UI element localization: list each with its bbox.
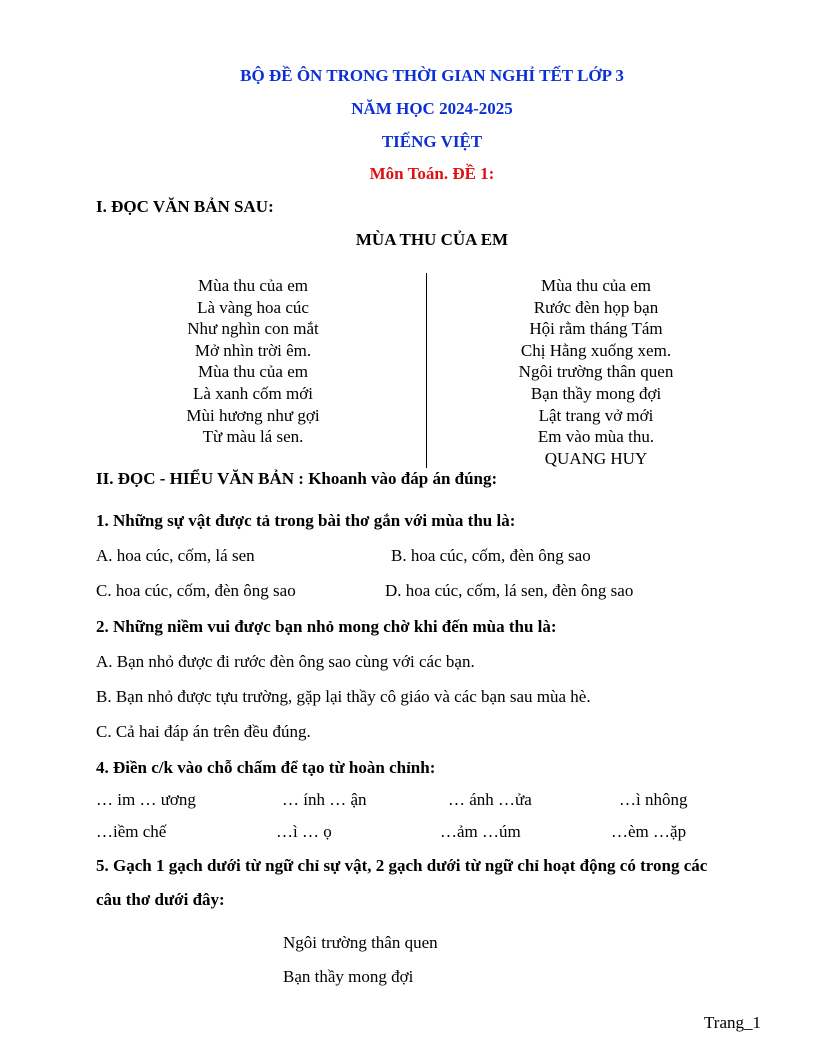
poem-line: Mở nhìn trời êm.: [194, 340, 312, 360]
q5-verse-line: Bạn thầy mong đợi: [283, 967, 414, 986]
q4-blank-item: … ánh …ửa: [448, 790, 532, 809]
question-2: 2. Những niềm vui được bạn nhỏ mong chờ khi đến mùa thu là:: [96, 617, 557, 636]
poem-line: Bạn thầy mong đợi: [530, 383, 662, 403]
question-5-line1: 5. Gạch 1 gạch dưới từ ngữ chỉ sự vật, 2 gạch dưới từ ngữ chỉ hoạt động có trong các: [96, 856, 708, 875]
section1-title: I. ĐỌC VĂN BẢN SAU:: [96, 197, 274, 216]
q1-option-d: D. hoa cúc, cốm, lá sen, đèn ông sao: [385, 581, 634, 600]
question-4: 4. Điền c/k vào chỗ chấm để tạo từ hoàn chỉnh:: [96, 758, 436, 777]
q4-blank-item: … ính … ận: [282, 790, 367, 809]
q4-blank-item: …ảm …úm: [440, 822, 521, 841]
section2-title: II. ĐỌC - HIỂU VĂN BẢN : Khoanh vào đáp án đúng:: [96, 469, 498, 488]
poem-left-column: [103, 275, 403, 448]
poem-line: Mùa thu của em: [198, 276, 308, 295]
poem-line: Mùa thu của em: [541, 276, 651, 295]
q4-blank-item: …èm …ặp: [611, 822, 687, 841]
poem-line: Chị Hằng xuống xem.: [520, 340, 672, 360]
q4-blank-item: …ì … ọ: [276, 822, 332, 841]
q2-option-b: B. Bạn nhỏ được tựu trường, gặp lại thầy cô giáo và các bạn sau mùa hè.: [96, 687, 591, 706]
poem-author: QUANG HUY: [544, 448, 648, 468]
q1-option-c: C. hoa cúc, cốm, đèn ông sao: [96, 581, 296, 600]
header-title: BỘ ĐỀ ÔN TRONG THỜI GIAN NGHỈ TẾT LỚP 3: [240, 66, 624, 85]
q5-verse-line: Ngôi trường thân quen: [283, 933, 438, 952]
question-5-line2: câu thơ dưới đây:: [96, 890, 225, 909]
poem-line: Là xanh cốm mới: [193, 383, 313, 403]
q4-blank-item: … im … ương: [96, 790, 196, 809]
header-subject: TIẾNG VIỆT: [381, 132, 483, 151]
poem-line: Mùi hương như gợi: [186, 405, 320, 425]
question-1: 1. Những sự vật được tả trong bài thơ gắn với mùa thu là:: [96, 511, 516, 530]
poem-right-column: [446, 275, 746, 469]
poem-line: Lật trang vở mới: [538, 405, 654, 425]
page-number: Trang_1: [704, 1013, 761, 1032]
q1-option-b: B. hoa cúc, cốm, đèn ông sao: [391, 546, 591, 565]
q2-option-c: C. Cả hai đáp án trên đều đúng.: [96, 722, 311, 741]
poem-title: MÙA THU CỦA EM: [355, 230, 509, 249]
poem-line: Ngôi trường thân quen: [518, 362, 674, 382]
header-school-year: NĂM HỌC 2024-2025: [351, 99, 513, 118]
q4-blank-item: …iềm chế: [96, 822, 167, 841]
header-exam-label: Môn Toán. ĐỀ 1:: [369, 164, 495, 183]
poem-line: Là vàng hoa cúc: [197, 297, 309, 317]
q2-option-a: A. Bạn nhỏ được đi rước đèn ông sao cùng với các bạn.: [96, 652, 475, 671]
poem-line: Em vào mùa thu.: [537, 427, 655, 447]
poem-line: Từ màu lá sen.: [202, 427, 304, 447]
q1-option-a: A. hoa cúc, cốm, lá sen: [96, 546, 255, 565]
poem-column-divider: [426, 273, 427, 468]
poem-line: Rước đèn họp bạn: [533, 297, 659, 317]
poem-line: Như nghìn con mắt: [187, 319, 319, 339]
poem-line: Mùa thu của em: [198, 362, 308, 382]
q4-blank-item: …ì nhông: [619, 790, 688, 809]
poem-line: Hội rằm tháng Tám: [529, 319, 663, 339]
